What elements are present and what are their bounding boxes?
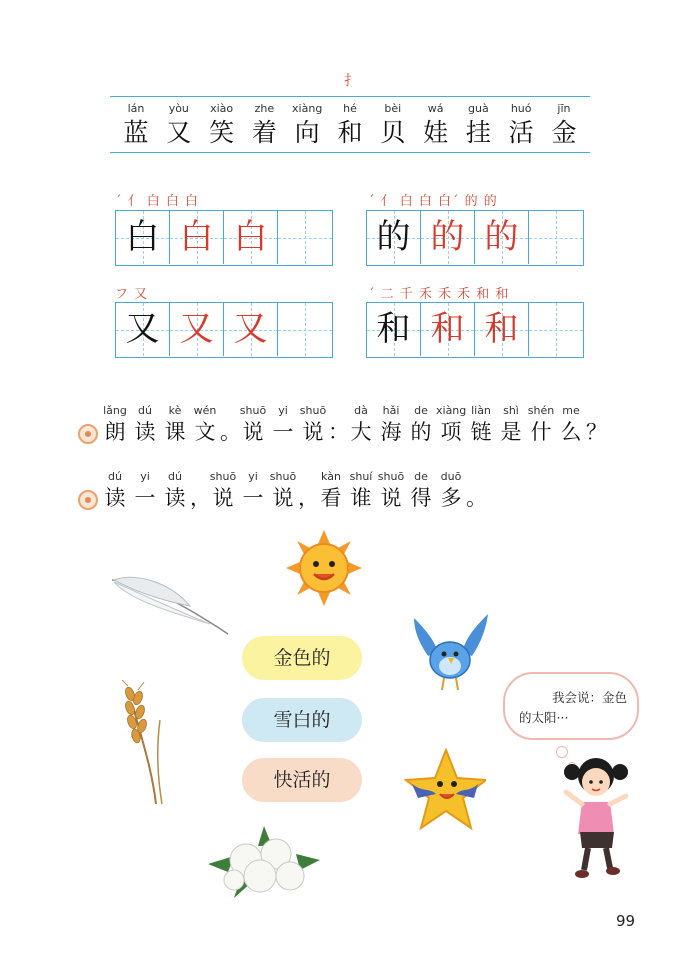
sentence-word: [406, 470, 436, 512]
grid-cell: [224, 303, 278, 356]
exercise-2-sentence: [100, 470, 487, 512]
vocab-pinyin: jīn: [557, 102, 571, 115]
sentence-character: ：: [328, 420, 349, 444]
vocab-pinyin: xiào: [210, 102, 234, 115]
sentence-pinyin: de: [414, 404, 428, 417]
sentence-word: [268, 404, 298, 446]
vocab-word: [330, 102, 370, 150]
sentence-word: [496, 404, 526, 446]
girl-icon: [558, 752, 636, 880]
vocab-word: [544, 102, 584, 150]
vocab-word: [416, 102, 456, 150]
sentence-word: [526, 404, 556, 446]
star-icon: [404, 748, 486, 834]
grid-cell: [224, 211, 278, 264]
grid-cell: [367, 303, 421, 356]
vocab-character: 着: [251, 118, 277, 147]
sentence-word: [406, 404, 436, 446]
sentence-word: [346, 470, 376, 512]
sentence-word: [556, 404, 586, 446]
trace-character: 和: [484, 309, 519, 349]
grid-cell: [421, 211, 475, 264]
vocab-character: 娃: [423, 118, 449, 147]
writing-grid-de: [366, 210, 584, 266]
sentence-word: [100, 404, 130, 446]
sentence-pinyin: de: [414, 470, 428, 483]
sentence-word: [586, 404, 607, 446]
radical-mark: ⺘: [344, 73, 358, 89]
stroke-order-he: ´ 二 千 禾 禾 禾 和 和: [368, 287, 510, 302]
sentence-word: [466, 470, 487, 512]
sentence-word: [130, 470, 160, 512]
sentence-character: 得: [410, 486, 432, 510]
sentence-word: [316, 470, 346, 512]
stroke-order-you: フ 又: [115, 287, 149, 302]
exercise-2-icon: [78, 490, 98, 510]
vocab-pinyin: bèi: [384, 102, 402, 115]
sentence-character: 谁: [350, 486, 372, 510]
sentence-word: [238, 470, 268, 512]
cotton-icon: [204, 820, 324, 904]
sentence-character: 文: [194, 420, 216, 444]
bird-icon: [404, 608, 494, 694]
wheat-icon: [116, 680, 172, 806]
writing-grid-he: [366, 302, 584, 358]
sentence-character: 课: [164, 420, 186, 444]
sentence-pinyin: wén: [193, 404, 217, 417]
sentence-pinyin: shuō: [299, 404, 327, 417]
trace-character: 白: [179, 217, 214, 257]
sentence-character: ，: [298, 486, 319, 510]
grid-cell: [475, 303, 529, 356]
sentence-pinyin: xiàng: [436, 404, 467, 417]
sentence-character: 说: [242, 420, 264, 444]
page-number: 99: [616, 912, 636, 930]
sentence-character: 读: [164, 486, 186, 510]
vocab-character: 笑: [209, 118, 235, 147]
sentence-word: [328, 404, 349, 446]
sentence-word: [208, 470, 238, 512]
vocab-character: 金: [551, 118, 577, 147]
bubble-line-2: 的太阳···: [519, 710, 569, 725]
writing-grid-you: [115, 302, 333, 358]
sentence-pinyin: [220, 404, 238, 418]
vocab-word: [244, 102, 284, 150]
sentence-character: 说: [380, 486, 402, 510]
vocab-top-line: [110, 96, 590, 97]
sentence-character: 说: [212, 486, 234, 510]
sentence-pinyin: shén: [527, 404, 555, 417]
sentence-word: [160, 470, 190, 512]
sentence-character: 什: [530, 420, 552, 444]
grid-cell: [529, 303, 583, 356]
grid-cell: [170, 211, 224, 264]
sentence-character: 看: [320, 486, 342, 510]
sentence-character: 么: [560, 420, 582, 444]
sentence-word: [376, 470, 406, 512]
sentence-pinyin: lǎng: [103, 404, 127, 417]
vocab-character: 挂: [465, 118, 491, 147]
sentence-word: [190, 470, 211, 512]
model-character: 白: [125, 217, 160, 257]
sentence-word: [298, 404, 328, 446]
vocab-pinyin: yòu: [168, 102, 189, 115]
sentence-word: [220, 404, 241, 446]
trace-character: 白: [233, 217, 268, 257]
grid-cell: [529, 211, 583, 264]
model-character: 和: [376, 309, 411, 349]
trace-character: 和: [430, 309, 465, 349]
sentence-pinyin: yi: [248, 470, 258, 483]
writing-grid-bai: [115, 210, 333, 266]
sentence-pinyin: me: [562, 404, 580, 417]
sun-icon: [286, 530, 362, 606]
exercise-1-icon: [78, 424, 98, 444]
sentence-word: [130, 404, 160, 446]
trace-character: 又: [179, 309, 214, 349]
vocab-word: [501, 102, 541, 150]
exercise-1-sentence: [100, 404, 607, 446]
speech-bubble: [503, 672, 639, 740]
sentence-word: [346, 404, 376, 446]
sentence-pinyin: yi: [278, 404, 288, 417]
sentence-pinyin: kàn: [321, 470, 341, 483]
sentence-word: [190, 404, 220, 446]
sentence-character: ？: [586, 420, 607, 444]
sentence-character: 。: [466, 486, 487, 510]
sentence-character: 读: [134, 420, 156, 444]
sentence-character: 海: [380, 420, 402, 444]
sentence-character: 一: [272, 420, 294, 444]
sentence-character: ，: [190, 486, 211, 510]
sentence-character: 说: [302, 420, 324, 444]
sentence-word: [268, 470, 298, 512]
sentence-character: 项: [440, 420, 462, 444]
sentence-pinyin: dú: [168, 470, 182, 483]
model-character: 的: [376, 217, 411, 257]
sentence-character: 链: [470, 420, 492, 444]
trace-character: 的: [430, 217, 465, 257]
vocab-pinyin: guà: [468, 102, 489, 115]
grid-cell: [116, 211, 170, 264]
pill-golden: 金色的: [242, 636, 362, 680]
sentence-pinyin: dà: [354, 404, 368, 417]
grid-cell: [367, 211, 421, 264]
sentence-pinyin: [328, 404, 346, 418]
vocab-pinyin: zhe: [254, 102, 275, 115]
vocab-word: [287, 102, 327, 150]
vocab-pinyin: huó: [510, 102, 532, 115]
vocab-pinyin: xiàng: [292, 102, 323, 115]
vocab-pinyin: hé: [343, 102, 357, 115]
sentence-word: [298, 470, 319, 512]
sentence-word: [100, 470, 130, 512]
sentence-pinyin: dú: [108, 470, 122, 483]
sentence-word: [160, 404, 190, 446]
sentence-pinyin: yi: [140, 470, 150, 483]
vocab-character: 和: [337, 118, 363, 147]
sentence-pinyin: liàn: [471, 404, 491, 417]
grid-cell: [278, 211, 332, 264]
sentence-word: [376, 404, 406, 446]
sentence-word: [436, 404, 466, 446]
grid-cell: [421, 303, 475, 356]
stroke-order-de: ´ 亻 白 白 白´ 的 的: [368, 194, 498, 209]
sentence-character: 说: [272, 486, 294, 510]
sentence-pinyin: [298, 470, 316, 484]
vocab-character: 活: [508, 118, 534, 147]
stroke-order-bai: ´ 亻 白 白 白: [115, 194, 200, 209]
sentence-pinyin: shuō: [239, 404, 267, 417]
sentence-pinyin: shuō: [377, 470, 405, 483]
vocab-pinyin: wá: [427, 102, 444, 115]
trace-character: 又: [233, 309, 268, 349]
sentence-pinyin: [190, 470, 208, 484]
vocab-strip: [110, 102, 590, 150]
model-character: 又: [125, 309, 160, 349]
sentence-pinyin: dú: [138, 404, 152, 417]
sentence-character: 朗: [104, 420, 126, 444]
grid-cell: [170, 303, 224, 356]
vocab-word: [373, 102, 413, 150]
vocab-character: 向: [294, 118, 320, 147]
feather-icon: [110, 572, 232, 638]
sentence-character: 是: [500, 420, 522, 444]
sentence-pinyin: shuí: [349, 470, 373, 483]
grid-cell: [278, 303, 332, 356]
vocab-word: [116, 102, 156, 150]
sentence-character: 一: [134, 486, 156, 510]
vocab-character: 贝: [380, 118, 406, 147]
sentence-pinyin: shuō: [209, 470, 237, 483]
sentence-character: 读: [104, 486, 126, 510]
sentence-pinyin: duō: [440, 470, 462, 483]
sentence-pinyin: [586, 404, 604, 418]
sentence-word: [436, 470, 466, 512]
trace-character: 的: [484, 217, 519, 257]
sentence-pinyin: [466, 470, 484, 484]
sentence-character: 多: [440, 486, 462, 510]
sentence-word: [238, 404, 268, 446]
grid-cell: [475, 211, 529, 264]
grid-cell: [116, 303, 170, 356]
vocab-character: 蓝: [123, 118, 149, 147]
vocab-bottom-line: [110, 152, 590, 153]
sentence-pinyin: hǎi: [382, 404, 400, 417]
sentence-character: 的: [410, 420, 432, 444]
bubble-line-1: 我会说：金色: [551, 690, 627, 705]
vocab-character: 又: [166, 118, 192, 147]
sentence-character: 大: [350, 420, 372, 444]
sentence-pinyin: shuō: [269, 470, 297, 483]
vocab-pinyin: lán: [127, 102, 145, 115]
sentence-character: 。: [220, 420, 241, 444]
sentence-word: [466, 404, 496, 446]
vocab-word: [202, 102, 242, 150]
vocab-word: [458, 102, 498, 150]
sentence-pinyin: shì: [503, 404, 519, 417]
sentence-pinyin: kè: [168, 404, 182, 417]
pill-cheerful: 快活的: [242, 758, 362, 802]
vocab-word: [159, 102, 199, 150]
sentence-character: 一: [242, 486, 264, 510]
pill-snow-white: 雪白的: [242, 698, 362, 742]
